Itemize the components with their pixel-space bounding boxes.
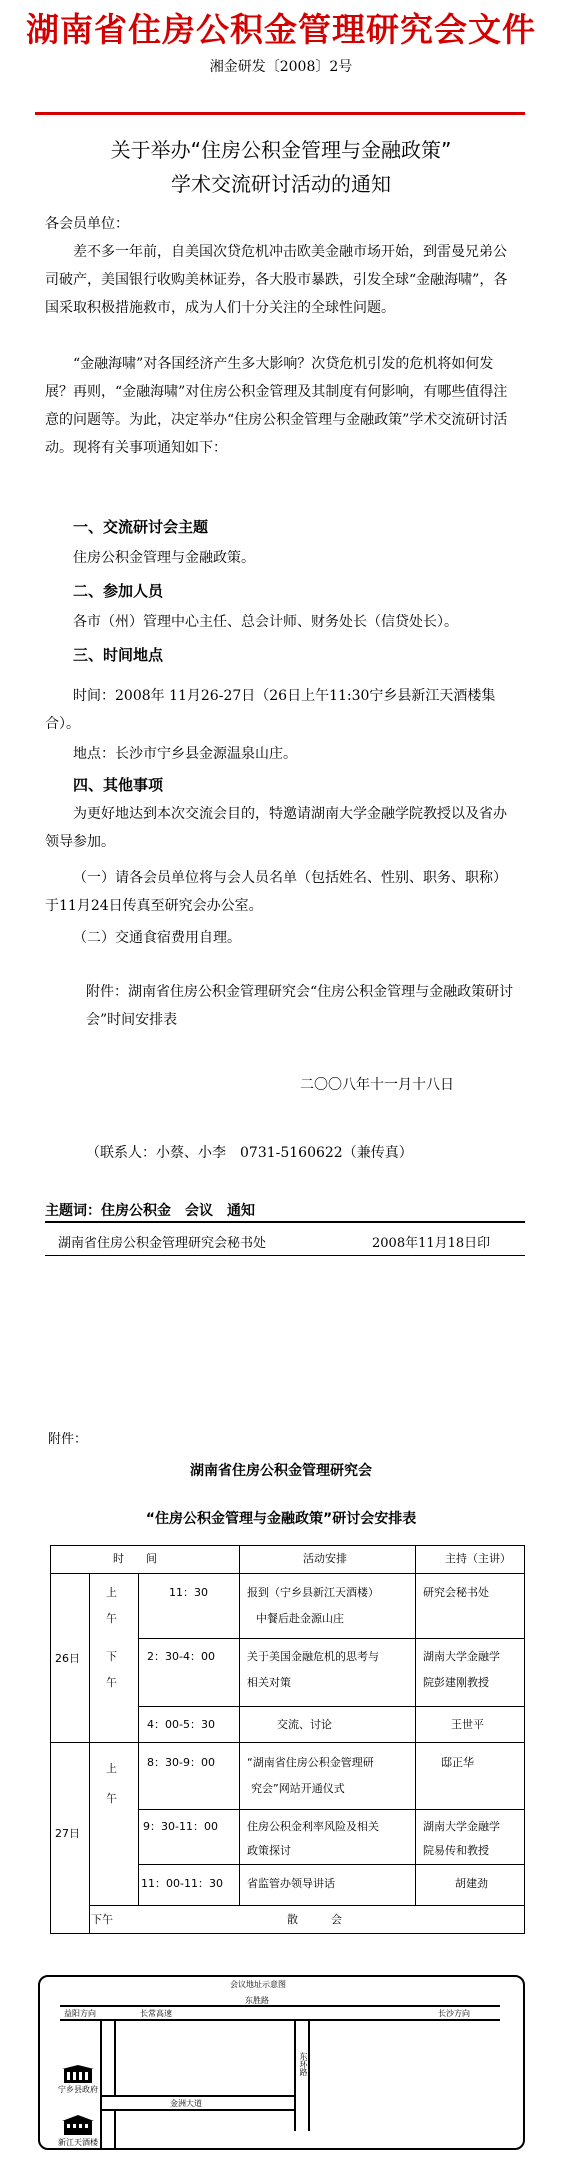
table-hline — [138, 1864, 524, 1865]
row-time: 8：30-9：00 — [147, 1756, 215, 1769]
hotel-building-icon — [62, 2115, 94, 2135]
schedule-table — [50, 1545, 525, 1934]
map-title: 会议地址示意图 — [230, 1980, 286, 1989]
notice-title-line2: 学术交流研讨活动的通知 — [171, 172, 391, 196]
attachment-label: 附件： — [48, 1432, 88, 1447]
issuer-name: 湖南省住房公积金管理研究会秘书处 — [58, 1236, 267, 1251]
closing-activity: 散 会 — [287, 1913, 342, 1926]
table-hline — [138, 1706, 524, 1707]
map-road — [100, 2109, 294, 2111]
row-activity: 政策探讨 — [247, 1844, 291, 1857]
map-label-east-ring: 东环路 — [299, 2052, 308, 2076]
section-1-text: 住房公积金管理与金融政策。 — [73, 550, 255, 566]
row-activity: 中餐后赴金源山庄 — [256, 1612, 344, 1625]
issue-date-chinese: 二〇〇八年十一月十八日 — [300, 1077, 454, 1093]
section-1-heading: 一、交流研讨会主题 — [73, 518, 209, 536]
row-time: 11：00-11：30 — [141, 1877, 223, 1890]
row-activity: 省监管办领导讲话 — [247, 1877, 335, 1890]
table-hline — [89, 1905, 524, 1906]
red-divider — [35, 112, 525, 115]
row-activity: 交流、讨论 — [277, 1718, 332, 1731]
map-road — [60, 2019, 500, 2021]
table-vline — [138, 1573, 139, 1905]
period-am: 上 — [106, 1586, 117, 1599]
map-label-tiema: 长常高速 — [140, 2009, 172, 2018]
period-pm-final: 下午 — [91, 1913, 113, 1926]
section-2-text: 各市（州）管理中心主任、总会计师、财务处长（信贷处长）。 — [73, 614, 458, 630]
map-label-jinzhou: 金洲大道 — [170, 2099, 202, 2108]
header-time: 时 间 — [113, 1552, 157, 1565]
attachment-note: 附件：湖南省住房公积金管理研究会“住房公积金管理与金融政策研讨会”时间安排表 — [86, 984, 514, 1028]
row-host: 王世平 — [451, 1718, 484, 1731]
paragraph-1: 差不多一年前，自美国次贷危机冲击欧美金融市场开始，到雷曼兄弟公司破产，美国银行收购美林证券，各大股市暴跌，引发全球“金融海啸”，各国采取积极措施救市，成为人们十分关注的全球性问题。 — [45, 244, 508, 316]
row-host: 院彭建刚教授 — [423, 1676, 489, 1689]
document-org-title: 湖南省住房公积金管理研究会文件 — [26, 10, 536, 49]
row-activity: 报到（宁乡县新江天酒楼） — [247, 1586, 379, 1599]
row-host: 院易传和教授 — [423, 1844, 489, 1857]
row-time: 2：30-4：00 — [147, 1650, 215, 1663]
row-time: 9：30-11：00 — [143, 1820, 218, 1833]
govt-building-icon — [62, 2065, 94, 2083]
map-label-hotel: 新江天酒楼 — [58, 2138, 98, 2147]
attachment-title-line1: 湖南省住房公积金管理研究会 — [190, 1463, 372, 1479]
day-26: 26日 — [55, 1652, 80, 1665]
period-am: 午 — [106, 1612, 117, 1625]
map-label-yiyang: 益阳方向 — [64, 2009, 96, 2018]
section-4-heading: 四、其他事项 — [73, 776, 164, 794]
section-4-text: 为更好地达到本次交流会目的，特邀请湖南大学金融学院教授以及省办领导参加。 — [45, 806, 507, 850]
table-hline — [51, 1742, 524, 1743]
salutation: 各会员单位： — [45, 216, 129, 232]
map-road — [100, 2021, 102, 2149]
section-3-heading: 三、时间地点 — [73, 646, 164, 664]
section-3-time: 时间：2008年 11月26-27日（26日上午11:30宁乡县新江天酒楼集合）。 — [45, 688, 496, 732]
map-road — [60, 2005, 500, 2007]
period-am: 上 — [106, 1762, 117, 1775]
map-label-dongsheng: 东胜路 — [245, 1996, 269, 2005]
row-activity: “湖南省住房公积金管理研 — [247, 1756, 374, 1769]
table-vline — [239, 1546, 240, 1905]
map-label-govt: 宁乡县政府 — [58, 2085, 98, 2094]
map-road — [100, 2095, 294, 2097]
row-activity: 究会”网站开通仪式 — [251, 1782, 345, 1795]
section-4-item-1: （一）请各会员单位将与会人员名单（包括姓名、性别、职务、职称）于11月24日传真至研究会办公室。 — [45, 870, 507, 914]
period-pm: 下 — [106, 1650, 117, 1663]
day-27: 27日 — [55, 1827, 80, 1840]
section-3-place: 地点：长沙市宁乡县金源温泉山庄。 — [73, 746, 297, 762]
document-number: 湘金研发〔2008〕2号 — [209, 59, 353, 75]
header-activity: 活动安排 — [303, 1552, 347, 1565]
period-am: 午 — [106, 1792, 117, 1805]
print-date: 2008年11月18日印 — [372, 1236, 491, 1251]
table-vline — [415, 1546, 416, 1905]
map-road — [114, 2111, 116, 2150]
map-road — [114, 2021, 116, 2097]
map-road — [308, 2021, 310, 2131]
attachment-title-line2: “住房公积金管理与金融政策”研讨会安排表 — [145, 1511, 417, 1527]
row-time: 4：00-5：30 — [147, 1718, 215, 1731]
section-2-heading: 二、参加人员 — [73, 582, 164, 600]
contact-info: （联系人：小蔡、小李 0731-5160622（兼传真） — [86, 1145, 413, 1161]
row-host: 邸正华 — [441, 1756, 474, 1769]
row-activity: 住房公积金利率风险及相关 — [247, 1820, 379, 1833]
table-vline — [89, 1573, 90, 1933]
map-label-changsha: 长沙方向 — [438, 2009, 470, 2018]
subject-keywords: 主题词：住房公积金 会议 通知 — [45, 1203, 255, 1219]
row-host: 湖南大学金融学 — [423, 1820, 500, 1833]
row-host: 湖南大学金融学 — [423, 1650, 500, 1663]
table-hline — [138, 1809, 524, 1810]
row-activity: 相关对策 — [247, 1676, 291, 1689]
period-pm: 午 — [106, 1676, 117, 1689]
map-road — [294, 2021, 296, 2131]
footer-rule-top — [45, 1221, 525, 1223]
section-4-item-2: （二）交通食宿费用自理。 — [73, 930, 241, 946]
row-host: 研究会秘书处 — [423, 1586, 489, 1599]
header-host: 主持（主讲） — [445, 1552, 511, 1565]
notice-title-line1: 关于举办“住房公积金管理与金融政策” — [110, 138, 452, 162]
table-hline — [51, 1573, 524, 1574]
table-hline — [138, 1638, 524, 1639]
row-host: 胡建劲 — [455, 1877, 488, 1890]
paragraph-2: “金融海啸”对各国经济产生多大影响？次贷危机引发的危机将如何发展？再则，“金融海啸”对住房公积金管理及其制度有何影响，有哪些值得注意的问题等。为此，决定举办“住房公积金管理与金融政策”学术交流研讨活动。现将有关事项通知如下： — [45, 356, 508, 456]
row-activity: 关于美国金融危机的思考与 — [247, 1650, 379, 1663]
venue-map — [38, 1975, 525, 2150]
row-time: 11：30 — [169, 1586, 208, 1599]
footer-rule-bottom — [45, 1255, 525, 1256]
